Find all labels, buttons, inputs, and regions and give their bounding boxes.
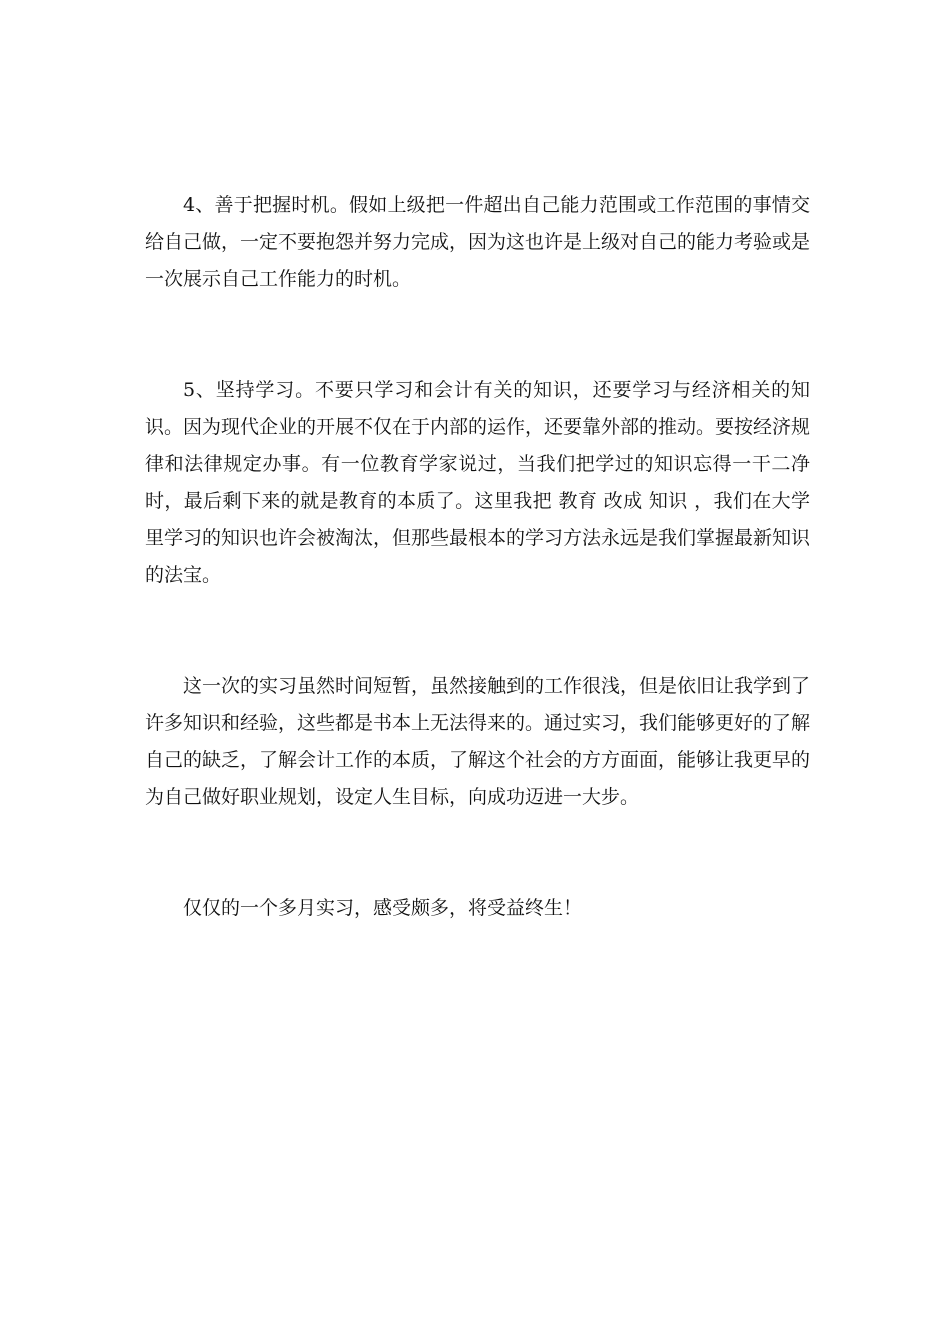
paragraph-seize-opportunity: 4、善于把握时机。假如上级把一件超出自己能力范围或工作范围的事情交给自己做，一定不要抱怨并努力完成，因为这也许是上级对自己的能力考验或是一次展示自己工作能力的时机。 xyxy=(145,194,811,290)
paragraph-closing: 仅仅的一个多月实习，感受颇多，将受益终生！ xyxy=(183,897,583,919)
paragraph-internship-summary: 这一次的实习虽然时间短暂，虽然接触到的工作很浅，但是依旧让我学到了许多知识和经验，这些都是书本上无法得来的。通过实习，我们能够更好的了解自己的缺乏，了解会计工作的本质，了解这个社会的方方面面，能够让我更早的为自己做好职业规划，设定人生目标，向成功迈进一大步。 xyxy=(145,675,811,808)
document-body xyxy=(145,187,810,927)
paragraph-keep-learning: 5、坚持学习。不要只学习和会计有关的知识，还要学习与经济相关的知识。因为现代企业的开展不仅在于内部的运作，还要靠外部的推动。要按经济规律和法律规定办事。有一位教育学家说过，当我们把学过的知识忘得一干二净时，最后剩下来的就是教育的本质了。这里我把 教育 改成 知识 ，我们在大学里学习的知识也许会被淘汰，但那些最根本的学习方法永远是我们掌握最新知识的法宝。 xyxy=(145,379,811,586)
